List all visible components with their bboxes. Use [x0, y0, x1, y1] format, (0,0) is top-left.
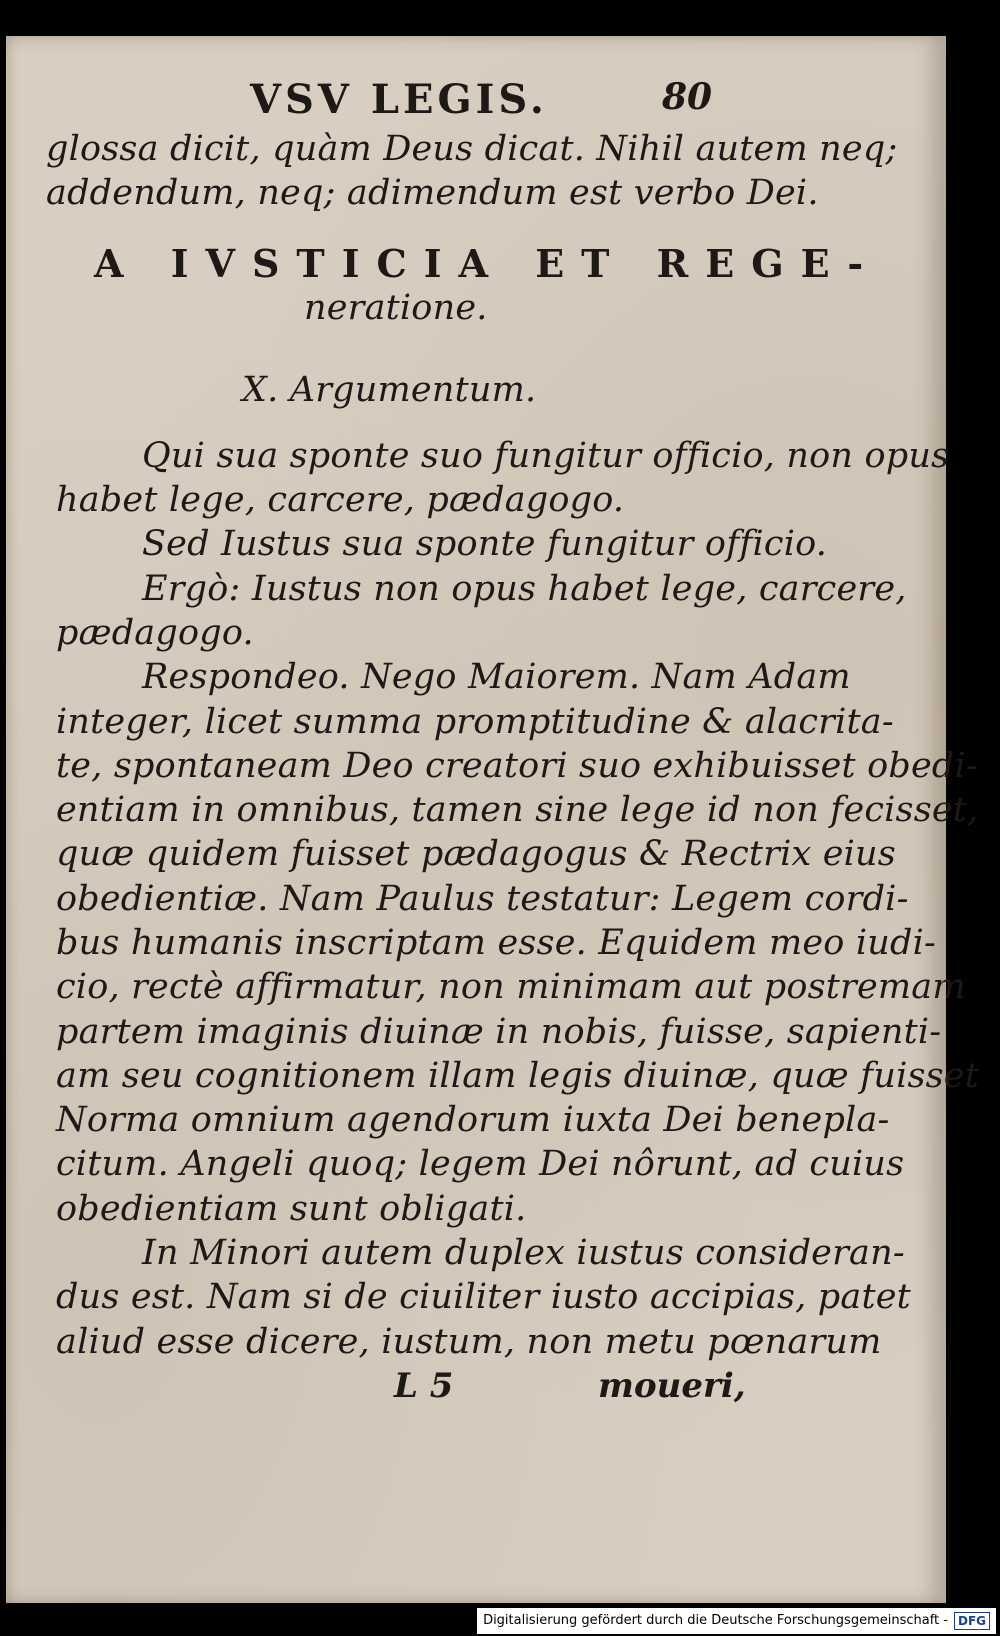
text-line: partem imaginis diuinæ in nobis, fuisse, sapienti-: [56, 1012, 942, 1052]
text-line: Norma omnium agendorum iuxta Dei benepla-: [56, 1100, 890, 1140]
text-line: Sed Iustus sua sponte fungitur officio.: [142, 524, 828, 564]
text-line: habet lege, carcere, pædagogo.: [56, 480, 625, 520]
text-line: obedientiæ. Nam Paulus testatur: Legem cordi-: [56, 879, 909, 919]
text-line: glossa dicit, quàm Deus dicat. Nihil autem neq;: [46, 129, 898, 169]
text-line: bus humanis inscriptam esse. Equidem meo iudi-: [56, 923, 937, 963]
dfg-logo: DFG: [954, 1612, 990, 1630]
text-line: Qui sua sponte suo fungitur officio, non opus: [142, 436, 950, 476]
text-line: Ergò: Iustus non opus habet lege, carcere,: [142, 569, 907, 609]
catchword: moueri,: [598, 1366, 746, 1406]
signature-mark: L 5: [394, 1366, 454, 1406]
text-line: am seu cognitionem illam legis diuinæ, quæ fuisset: [56, 1056, 979, 1096]
text-line: Respondeo. Nego Maiorem. Nam Adam: [142, 657, 851, 697]
text-line: aliud esse dicere, iustum, non metu pœnarum: [56, 1322, 882, 1362]
text-line: dus est. Nam si de ciuiliter iusto accipias, patet: [56, 1277, 911, 1317]
text-line: citum. Angeli quoq; legem Dei nôrunt, ad cuius: [56, 1144, 905, 1184]
page-number: 80: [662, 76, 713, 118]
credit-text: Digitalisierung gefördert durch die Deutsche Forschungsgemeinschaft -: [483, 1613, 948, 1628]
text-line: addendum, neq; adimendum est verbo Dei.: [46, 173, 819, 213]
text-line: pædagogo.: [56, 613, 254, 653]
book-page: [6, 36, 979, 1603]
text-line: cio, rectè affirmatur, non minimam aut postremam: [56, 967, 966, 1007]
running-head: VSV LEGIS.: [250, 76, 548, 123]
text-line: te, spontaneam Deo creatori suo exhibuisset obedi-: [56, 746, 978, 786]
text-line: quæ quidem fuisset pædagogus & Rectrix eius: [56, 834, 896, 874]
section-title-continuation: neratione.: [304, 288, 488, 328]
text-line: integer, licet summa promptitudine & alacrita-: [56, 702, 894, 742]
text-line: obedientiam sunt obligati.: [56, 1189, 527, 1229]
section-title: A IVSTICIA ET REGE-: [94, 241, 881, 286]
digitization-credit: [477, 1608, 996, 1634]
text-line: entiam in omnibus, tamen sine lege id non fecisset,: [56, 790, 979, 830]
text-line: In Minori autem duplex iustus consideran-: [142, 1233, 905, 1273]
argument-heading: X. Argumentum.: [242, 370, 537, 410]
